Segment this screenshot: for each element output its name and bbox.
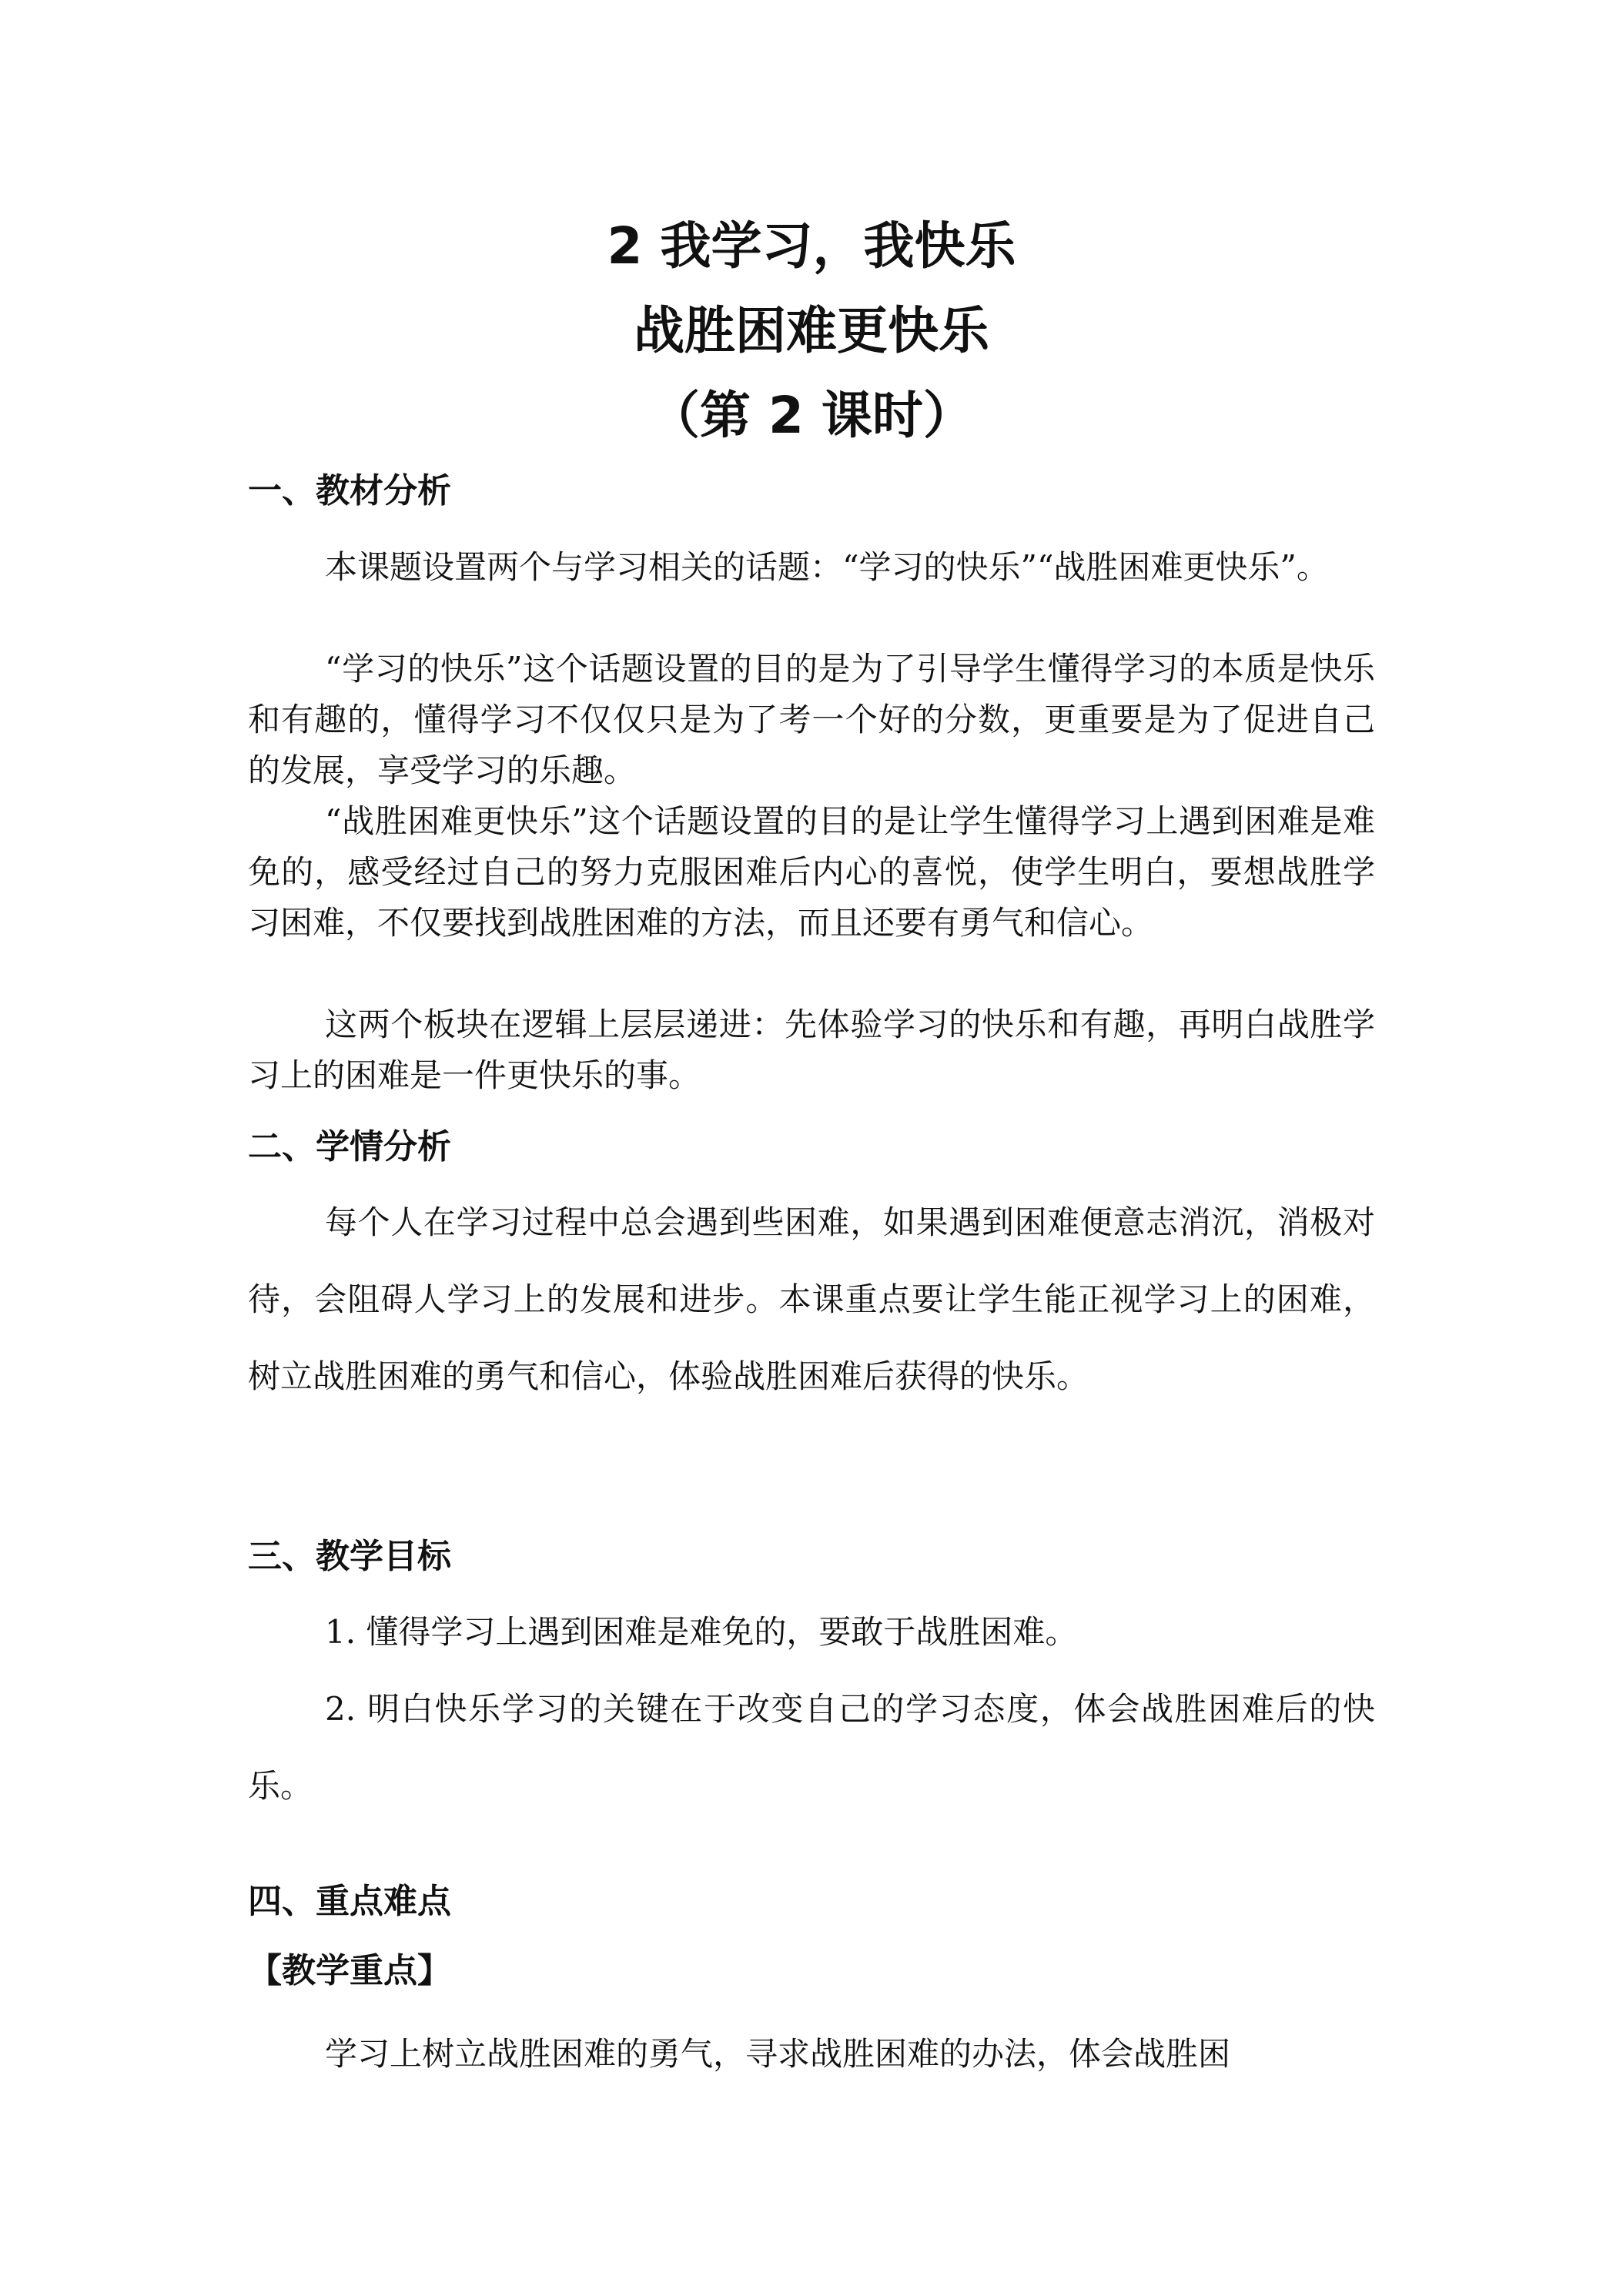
title-line-2: 战胜困难更快乐 (634, 301, 989, 360)
section-heading-3: 三、教学目标 (248, 1537, 451, 1576)
title-line-3: （第 2 课时） (649, 386, 974, 445)
section-1-paragraph-1: 本课题设置两个与学习相关的话题：“学习的快乐”“战胜困难更快乐”。 (325, 548, 1329, 586)
title-line-1: 2 我学习，我快乐 (607, 216, 1016, 276)
section-heading-4: 四、重点难点 (248, 1882, 451, 1921)
section-4-subheading: 【教学重点】 (248, 1951, 451, 1990)
section-1-paragraph-4: 这两个板块在逻辑上层层递进：先体验学习的快乐和有趣，再明白战胜学习上的困难是一件更快乐的事。 (248, 1006, 1375, 1094)
section-heading-1: 一、教材分析 (248, 471, 451, 510)
section-1-paragraph-3: “战胜困难更快乐”这个话题设置的目的是让学生懂得学习上遇到困难是难免的，感受经过自己的努力克服困难后内心的喜悦，使学生明白，要想战胜学习困难，不仅要找到战胜困难的方法，而且还要有勇气和信心。 (248, 802, 1375, 942)
section-1-paragraph-2: “学习的快乐”这个话题设置的目的是为了引导学生懂得学习的本质是快乐和有趣的，懂得学习不仅仅只是为了考一个好的分数，更重要是为了促进自己的发展，享受学习的乐趣。 (248, 650, 1375, 789)
document-title (0, 204, 1623, 458)
section-heading-2: 二、学情分析 (248, 1127, 451, 1166)
section-3-paragraph-2: 2. 明白快乐学习的关键在于改变自己的学习态度，体会战胜困难后的快乐。 (248, 1690, 1375, 1805)
section-2-paragraph-1: 每个人在学习过程中总会遇到些困难，如果遇到困难便意志消沉，消极对待，会阻碍人学习上的发展和进步。本课重点要让学生能正视学习上的困难，树立战胜困难的勇气和信心，体验战胜困难后获得的快乐。 (248, 1203, 1375, 1395)
section-3-paragraph-1: 1. 懂得学习上遇到困难是难免的，要敢于战胜困难。 (325, 1613, 1078, 1651)
section-4-paragraph-1: 学习上树立战胜困难的勇气，寻求战胜困难的办法，体会战胜困 (325, 2035, 1231, 2073)
